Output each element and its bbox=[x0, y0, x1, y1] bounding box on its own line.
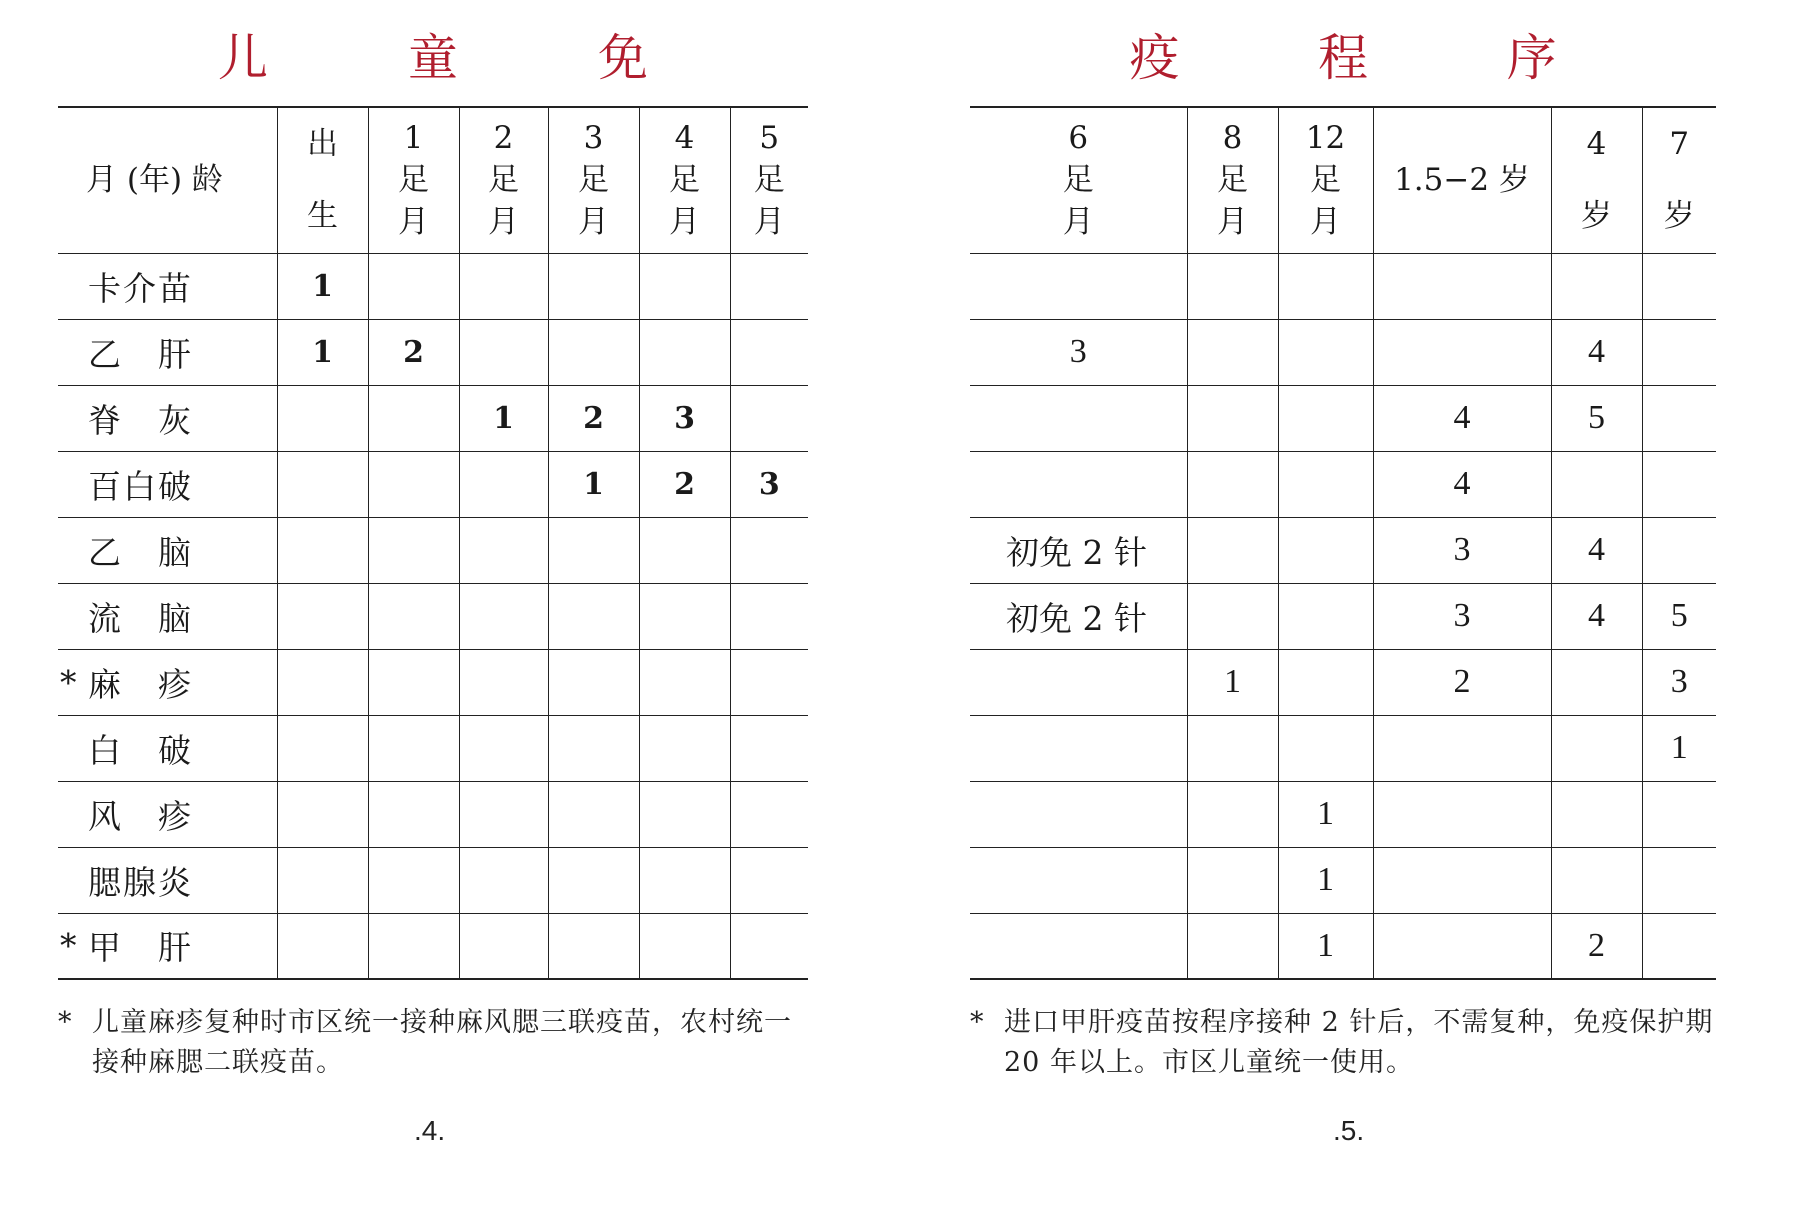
vaccine-row bbox=[58, 583, 808, 649]
dose-cell bbox=[1373, 781, 1551, 847]
dose-cell bbox=[639, 913, 730, 979]
row-star-mark bbox=[58, 583, 84, 649]
dose-cell bbox=[730, 847, 808, 913]
column-header-text bbox=[1063, 117, 1094, 243]
title-char: 疫 bbox=[1129, 29, 1180, 87]
schedule-row bbox=[970, 781, 1716, 847]
dose-cell bbox=[730, 253, 808, 319]
age-column-header bbox=[639, 107, 730, 253]
dose-cell bbox=[730, 583, 808, 649]
dose-cell bbox=[1551, 847, 1642, 913]
vaccine-row bbox=[58, 253, 808, 319]
row-star-mark bbox=[58, 715, 84, 781]
title-char: 童 bbox=[408, 29, 458, 87]
dose-cell bbox=[1551, 649, 1642, 715]
dose-cell bbox=[459, 253, 548, 319]
dose-cell bbox=[1642, 385, 1716, 451]
schedule-row bbox=[970, 319, 1716, 385]
dose-cell: 1 bbox=[1278, 847, 1373, 913]
dose-cell bbox=[548, 847, 639, 913]
dose-cell bbox=[1187, 385, 1278, 451]
age-column-header bbox=[730, 107, 808, 253]
column-header-line: 5 bbox=[759, 120, 780, 157]
column-header-line: 生 bbox=[307, 198, 338, 235]
column-header-line: 足 bbox=[578, 162, 609, 199]
dose-cell: 2 bbox=[1551, 913, 1642, 979]
age-column-header bbox=[1642, 107, 1716, 253]
dose-cell bbox=[1551, 253, 1642, 319]
dose-cell bbox=[459, 649, 548, 715]
dose-cell bbox=[1278, 319, 1373, 385]
dose-cell bbox=[548, 913, 639, 979]
dose-cell: 3 bbox=[639, 385, 730, 451]
vaccine-name: 麻 疹 bbox=[84, 649, 277, 715]
row-star-mark bbox=[58, 319, 84, 385]
dose-cell: 3 bbox=[1642, 649, 1716, 715]
left-footnote bbox=[58, 1003, 808, 1083]
column-header-line: 足 bbox=[1309, 162, 1341, 199]
column-header-text bbox=[1581, 123, 1612, 237]
column-header-line: 月 bbox=[488, 204, 519, 241]
dose-cell: 初免 2 针 bbox=[970, 583, 1187, 649]
dose-cell: 3 bbox=[730, 451, 808, 517]
age-column-header bbox=[459, 107, 548, 253]
column-header-text bbox=[488, 117, 519, 243]
dose-cell bbox=[730, 781, 808, 847]
vaccine-name: 卡介苗 bbox=[84, 253, 277, 319]
dose-cell bbox=[639, 847, 730, 913]
dose-cell bbox=[368, 649, 459, 715]
age-column-header bbox=[548, 107, 639, 253]
dose-cell bbox=[1551, 781, 1642, 847]
column-header-line: 足 bbox=[1062, 162, 1094, 199]
dose-cell bbox=[1187, 847, 1278, 913]
right-title bbox=[970, 14, 1716, 94]
dose-cell: 1 bbox=[459, 385, 548, 451]
dose-cell bbox=[970, 847, 1187, 913]
dose-cell bbox=[368, 913, 459, 979]
column-header-text bbox=[578, 117, 609, 243]
dose-cell bbox=[1278, 451, 1373, 517]
title-char: 儿 bbox=[218, 29, 268, 87]
dose-cell bbox=[639, 715, 730, 781]
age-column-header bbox=[1187, 107, 1278, 253]
age-column-header bbox=[970, 107, 1187, 253]
left-title bbox=[58, 14, 808, 94]
dose-cell: 1 bbox=[548, 451, 639, 517]
dose-cell bbox=[368, 385, 459, 451]
dose-cell bbox=[1187, 451, 1278, 517]
column-header-line: 8 bbox=[1222, 120, 1243, 157]
age-column-header bbox=[1373, 107, 1551, 253]
row-star-mark bbox=[58, 253, 84, 319]
dose-cell bbox=[639, 781, 730, 847]
dose-cell: 4 bbox=[1551, 583, 1642, 649]
vaccine-row bbox=[58, 319, 808, 385]
column-header-line: 月 bbox=[1217, 204, 1248, 241]
dose-cell bbox=[970, 913, 1187, 979]
dose-cell bbox=[730, 715, 808, 781]
footnote-text: 进口甲肝疫苗按程序接种 2 针后，不需复种，免疫保护期 20 年以上。市区儿童统一使用。 bbox=[1004, 1007, 1714, 1078]
dose-cell bbox=[459, 781, 548, 847]
dose-cell: 1 bbox=[1642, 715, 1716, 781]
dose-cell: 1 bbox=[1187, 649, 1278, 715]
dose-cell: 1 bbox=[277, 319, 368, 385]
age-header-label: 月 (年) 龄 bbox=[58, 107, 277, 253]
row-star-mark bbox=[58, 781, 84, 847]
dose-cell bbox=[1642, 847, 1716, 913]
column-header-line: 1 bbox=[403, 120, 424, 157]
dose-cell bbox=[1373, 253, 1551, 319]
column-header-line: 4 bbox=[674, 120, 695, 157]
dose-cell bbox=[459, 583, 548, 649]
column-header-line: 足 bbox=[669, 162, 700, 199]
vaccine-name: 腮腺炎 bbox=[84, 847, 277, 913]
dose-cell bbox=[277, 781, 368, 847]
vaccine-name: 甲 肝 bbox=[84, 913, 277, 979]
row-star-mark bbox=[58, 517, 84, 583]
dose-cell: 2 bbox=[548, 385, 639, 451]
dose-cell bbox=[368, 253, 459, 319]
vaccine-name: 脊 灰 bbox=[84, 385, 277, 451]
column-header-line: 月 bbox=[753, 204, 785, 241]
dose-cell bbox=[548, 319, 639, 385]
dose-cell bbox=[368, 781, 459, 847]
dose-cell: 1 bbox=[1278, 781, 1373, 847]
dose-cell bbox=[639, 319, 730, 385]
dose-cell bbox=[1278, 517, 1373, 583]
schedule-row bbox=[970, 583, 1716, 649]
column-header-text bbox=[1664, 123, 1695, 237]
vaccine-row bbox=[58, 649, 808, 715]
dose-cell: 4 bbox=[1551, 517, 1642, 583]
dose-cell bbox=[368, 715, 459, 781]
dose-cell bbox=[1642, 781, 1716, 847]
dose-cell bbox=[548, 517, 639, 583]
column-header-line: 3 bbox=[583, 120, 604, 157]
vaccine-row bbox=[58, 385, 808, 451]
dose-cell bbox=[730, 385, 808, 451]
dose-cell bbox=[970, 253, 1187, 319]
column-header-text bbox=[307, 123, 338, 237]
dose-cell bbox=[970, 385, 1187, 451]
vaccine-name: 白 破 bbox=[84, 715, 277, 781]
dose-cell bbox=[1551, 715, 1642, 781]
dose-cell bbox=[970, 451, 1187, 517]
dose-cell bbox=[548, 781, 639, 847]
column-header-line: 月 bbox=[1309, 204, 1341, 241]
dose-cell bbox=[459, 847, 548, 913]
dose-cell: 1 bbox=[277, 253, 368, 319]
column-header-line: 足 bbox=[753, 162, 785, 199]
vaccine-row bbox=[58, 517, 808, 583]
dose-cell bbox=[1187, 715, 1278, 781]
dose-cell bbox=[1373, 913, 1551, 979]
dose-cell: 2 bbox=[368, 319, 459, 385]
dose-cell bbox=[730, 913, 808, 979]
column-header-line: 月 bbox=[398, 204, 429, 241]
dose-cell: 3 bbox=[1373, 583, 1551, 649]
dose-cell bbox=[459, 517, 548, 583]
dose-cell: 2 bbox=[1373, 649, 1551, 715]
vaccine-row bbox=[58, 913, 808, 979]
vaccine-row bbox=[58, 451, 808, 517]
dose-cell: 5 bbox=[1642, 583, 1716, 649]
row-star-mark: * bbox=[58, 649, 84, 715]
vaccine-row bbox=[58, 715, 808, 781]
column-header-text bbox=[1306, 117, 1345, 243]
column-header-text bbox=[398, 117, 429, 243]
row-star-mark bbox=[58, 847, 84, 913]
header-row bbox=[970, 107, 1716, 253]
column-header-text bbox=[1394, 159, 1530, 201]
column-header-text bbox=[754, 117, 785, 243]
column-header-text bbox=[1217, 117, 1248, 243]
age-column-header bbox=[1278, 107, 1373, 253]
dose-cell bbox=[277, 385, 368, 451]
dose-cell bbox=[277, 913, 368, 979]
column-header-line: 2 bbox=[493, 120, 514, 157]
dose-cell: 1 bbox=[1278, 913, 1373, 979]
dose-cell bbox=[277, 451, 368, 517]
dose-cell bbox=[459, 913, 548, 979]
dose-cell bbox=[970, 781, 1187, 847]
dose-cell: 3 bbox=[970, 319, 1187, 385]
dose-cell bbox=[368, 583, 459, 649]
age-column-header bbox=[368, 107, 459, 253]
dose-cell bbox=[1187, 583, 1278, 649]
dose-cell: 3 bbox=[1373, 517, 1551, 583]
dose-cell bbox=[1278, 253, 1373, 319]
dose-cell bbox=[1278, 649, 1373, 715]
dose-cell bbox=[368, 847, 459, 913]
right-schedule-table bbox=[970, 106, 1716, 980]
dose-cell bbox=[1642, 451, 1716, 517]
dose-cell bbox=[1373, 847, 1551, 913]
dose-cell bbox=[1278, 715, 1373, 781]
row-star-mark bbox=[58, 385, 84, 451]
dose-cell: 初免 2 针 bbox=[970, 517, 1187, 583]
column-header-line: 岁 bbox=[1581, 198, 1612, 235]
dose-cell bbox=[548, 253, 639, 319]
dose-cell bbox=[277, 649, 368, 715]
column-header-line: 月 bbox=[578, 204, 609, 241]
page-number: .5. bbox=[1333, 1115, 1365, 1146]
dose-cell bbox=[639, 517, 730, 583]
title-char: 序 bbox=[1506, 29, 1557, 87]
column-header-line: 足 bbox=[398, 162, 429, 199]
dose-cell bbox=[730, 319, 808, 385]
vaccine-name: 风 疹 bbox=[84, 781, 277, 847]
dose-cell bbox=[970, 715, 1187, 781]
schedule-row bbox=[970, 649, 1716, 715]
dose-cell bbox=[1373, 715, 1551, 781]
dose-cell bbox=[730, 517, 808, 583]
footnote-mark: * bbox=[58, 1007, 73, 1038]
right-footnote bbox=[970, 1003, 1716, 1083]
dose-cell: 4 bbox=[1373, 451, 1551, 517]
dose-cell bbox=[548, 649, 639, 715]
dose-cell bbox=[459, 451, 548, 517]
dose-cell bbox=[368, 451, 459, 517]
age-column-header bbox=[277, 107, 368, 253]
dose-cell bbox=[277, 715, 368, 781]
dose-cell bbox=[639, 583, 730, 649]
dose-cell bbox=[459, 319, 548, 385]
column-header-line: 7 bbox=[1669, 126, 1690, 163]
column-header-line: 12 bbox=[1305, 120, 1346, 157]
header-row bbox=[58, 107, 808, 253]
page-number: .4. bbox=[414, 1115, 446, 1146]
column-header-line: 月 bbox=[1062, 204, 1094, 241]
dose-cell bbox=[277, 847, 368, 913]
dose-cell bbox=[459, 715, 548, 781]
dose-cell bbox=[1187, 781, 1278, 847]
column-header-line: 足 bbox=[1217, 162, 1248, 199]
vaccine-name: 流 脑 bbox=[84, 583, 277, 649]
dose-cell bbox=[1373, 319, 1551, 385]
schedule-row bbox=[970, 847, 1716, 913]
schedule-row bbox=[970, 451, 1716, 517]
column-header-line: 1.5−2 岁 bbox=[1394, 162, 1530, 199]
dose-cell bbox=[1642, 319, 1716, 385]
schedule-row bbox=[970, 715, 1716, 781]
dose-cell bbox=[277, 517, 368, 583]
dose-cell bbox=[639, 253, 730, 319]
vaccine-name: 乙 肝 bbox=[84, 319, 277, 385]
dose-cell bbox=[1642, 253, 1716, 319]
vaccine-name: 乙 脑 bbox=[84, 517, 277, 583]
dose-cell bbox=[730, 649, 808, 715]
schedule-row bbox=[970, 517, 1716, 583]
dose-cell bbox=[639, 649, 730, 715]
left-page bbox=[58, 0, 808, 1228]
footnote-mark: * bbox=[970, 1007, 985, 1038]
schedule-row bbox=[970, 913, 1716, 979]
dose-cell bbox=[1187, 319, 1278, 385]
title-char: 免 bbox=[598, 29, 648, 87]
vaccine-name: 百白破 bbox=[84, 451, 277, 517]
column-header-text bbox=[669, 117, 700, 243]
dose-cell bbox=[368, 517, 459, 583]
dose-cell bbox=[548, 715, 639, 781]
left-schedule-table bbox=[58, 106, 808, 980]
dose-cell bbox=[970, 649, 1187, 715]
row-star-mark bbox=[58, 451, 84, 517]
dose-cell bbox=[1187, 517, 1278, 583]
dose-cell: 4 bbox=[1551, 319, 1642, 385]
vaccine-row bbox=[58, 781, 808, 847]
dose-cell: 2 bbox=[639, 451, 730, 517]
column-header-line: 6 bbox=[1068, 120, 1089, 157]
vaccine-row bbox=[58, 847, 808, 913]
footnote-text: 儿童麻疹复种时市区统一接种麻风腮三联疫苗，农村统一接种麻腮二联疫苗。 bbox=[92, 1007, 792, 1078]
title-char: 程 bbox=[1317, 29, 1368, 87]
schedule-row bbox=[970, 385, 1716, 451]
dose-cell bbox=[1278, 385, 1373, 451]
dose-cell: 5 bbox=[1551, 385, 1642, 451]
right-page bbox=[970, 0, 1716, 1228]
column-header-line: 月 bbox=[669, 204, 700, 241]
dose-cell bbox=[277, 583, 368, 649]
dose-cell bbox=[1187, 913, 1278, 979]
age-column-header bbox=[1551, 107, 1642, 253]
dose-cell bbox=[1642, 913, 1716, 979]
dose-cell bbox=[548, 583, 639, 649]
column-header-line: 4 bbox=[1586, 126, 1607, 163]
dose-cell bbox=[1187, 253, 1278, 319]
dose-cell bbox=[1551, 451, 1642, 517]
dose-cell: 4 bbox=[1373, 385, 1551, 451]
row-star-mark: * bbox=[58, 913, 84, 979]
column-header-line: 岁 bbox=[1663, 198, 1695, 235]
column-header-line: 足 bbox=[488, 162, 519, 199]
dose-cell bbox=[1278, 583, 1373, 649]
column-header-line: 出 bbox=[307, 126, 338, 163]
dose-cell bbox=[1642, 517, 1716, 583]
schedule-row bbox=[970, 253, 1716, 319]
